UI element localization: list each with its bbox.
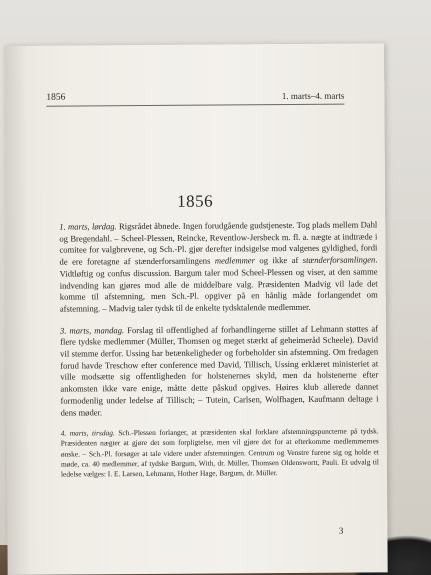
diary-entry xyxy=(60,323,379,419)
book-page xyxy=(4,43,388,575)
entry-italic-term: medlemmer xyxy=(214,255,255,266)
running-head-date-range: 1. marts–4. marts xyxy=(281,90,345,102)
entry-text: Rigsrådet åbnede. Ingen forudgående gudstjeneste. Tog plads mellem Dahl og Bregendahl. – Scheel-Plessen, Reincke, Reventlow-Jersbeck m. fl. a. nægte at indtræde i comitee for valgbrevene, og Sch.-Pl. gjør derefter indsigelse mod valgenes gyldighed, fordi de ere foretagne af stænderforsamlingens xyxy=(59,219,378,267)
entry-paragraph xyxy=(61,427,379,480)
page-title: 1856 xyxy=(177,191,214,211)
entry-date: 1. marts, lørdag. xyxy=(59,221,117,232)
entry-text: Forslag til offentlighed af forhandlingerne stillet af Lehmann støttes af flere tydske medlemmer (Müller, Thomsen og meget stærkt af geheimeråd Scheele). David vil stemme derfor. Ussing har betænkeligheder og forbeholder sin afstemning. Om fredagen forud havde Treschow efter conference med David, Tillisch, Ussing erklæret ministeriet at ville modsætte sig offentligheden for holstenernes skyld, men da holstenerne efter ankomsten ikke vare enige, måtte dette påskud opgives. Høires klub allerede dannet formodenlig under ledelse af Tillisch; – Tutein, Carlsen, Wolfhagen, Kaufmann deltage i dens møder. xyxy=(60,323,379,418)
running-head-year: 1856 xyxy=(46,92,66,103)
entry-date: 3. marts, mandag. xyxy=(59,324,125,336)
page-number: 3 xyxy=(338,525,344,536)
entry-text: og ikke af xyxy=(254,255,303,266)
entry-paragraph xyxy=(59,219,378,315)
entry-italic-term: stænderforsamlingen xyxy=(302,254,376,266)
diary-body xyxy=(59,219,379,489)
entry-text: . Vidtløftig og confus discussion. Bargum taler mod Scheel-Plessen og viser, at den samme indvending kan gjøres mod alle de middelbare valg. Præsidenten Madvig vil lade det komme til afstemning, men Sch.-Pl. opgiver på en hånlig måde forlangendet om afstemning. – Madvig taler tydsk til de enkelte tydsktalende medlemmer. xyxy=(59,254,378,314)
entry-date: 4. marts, tirsdag. xyxy=(60,428,115,438)
diary-entry xyxy=(61,427,379,480)
entry-paragraph xyxy=(60,323,379,419)
entry-text: Sch.-Plessen forlanger, at præsidenten skal forklare afstemningspuncterne på tydsk. Præsidenten nægter at gjøre det som forpligtelse, men vil gjøre det for at efterkomme medlemmernes ønske. – Sch.-Pl. forsøger at tale videre under afstemningen. Centrum og Venstre furene sig og holde et møde, ca. 40 medlemmer, af tydske Bargum, With, dr. Müller, Thomsen Oldenswortt, Pauli. Et udvalg til ledelse vælges: I. E. Larsen, Lehmann, Hother Hage, Bargum, dr. Müller. xyxy=(60,426,379,479)
running-head xyxy=(46,90,344,107)
diary-entry xyxy=(59,219,378,315)
